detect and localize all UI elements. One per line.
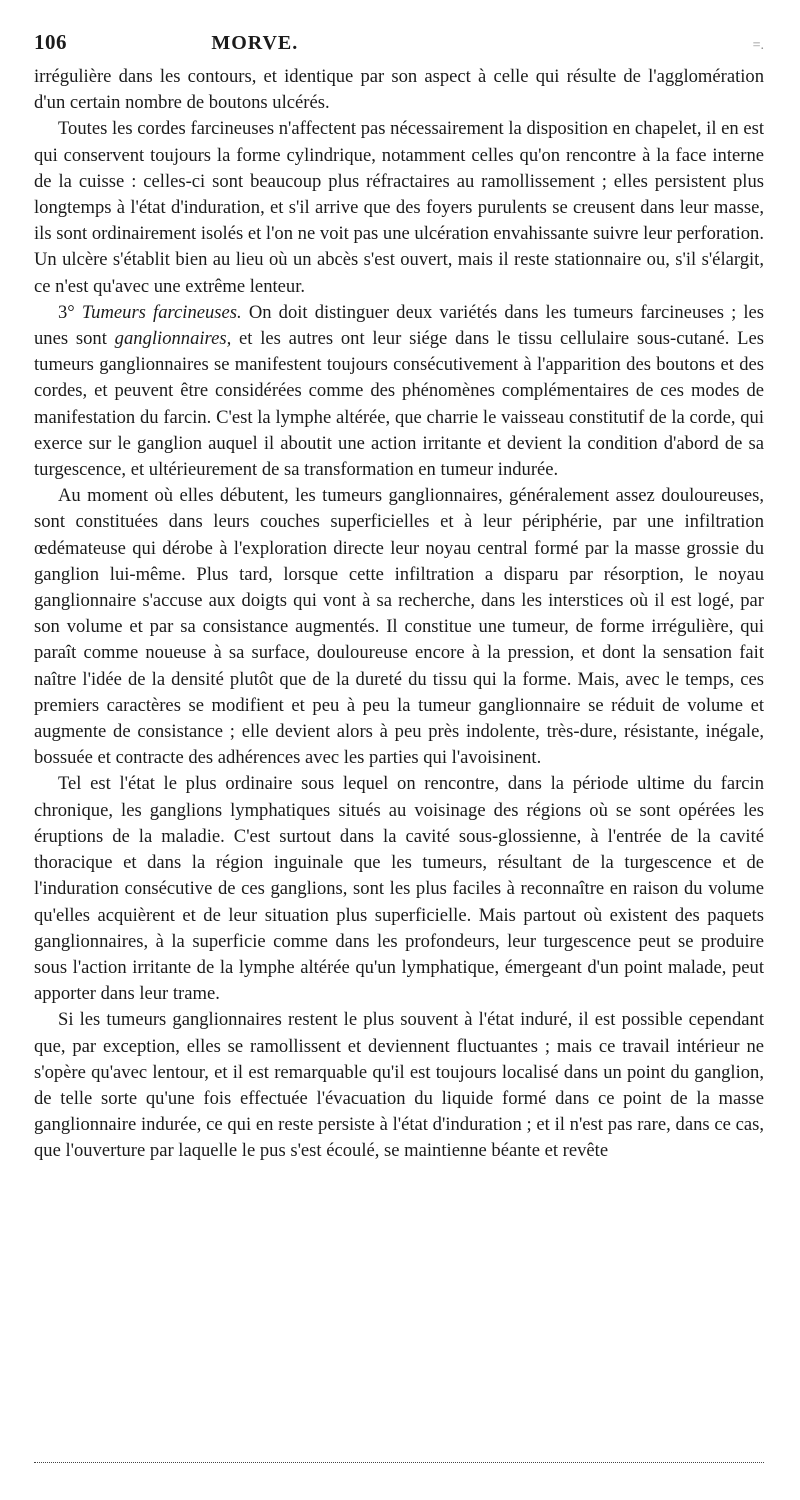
section-text-b: et les autres ont leur siége dans le tissu cellulaire sous-cutané. Les tumeurs ganglionnaires se manifestent toujours consécutivement à l'apparition des boutons et des cordes, et peuvent être considérées comme des phénomènes complémentaires de ces modes de manifestation du farcin. C'est la lymphe altérée, que charrie le vaisseau constitutif de la corde, qui exerce sur le ganglion auquel il aboutit une action irritante et devient la condition d'abord de sa turgescence, et ultérieurement de sa transformation en tumeur indurée. (34, 328, 765, 481)
page-header (34, 30, 764, 58)
section-emphasis: ganglionnaires, (114, 328, 232, 350)
section-number: 3° (58, 301, 75, 323)
running-title: MORVE. (211, 32, 299, 54)
page-number: 106 (34, 30, 67, 54)
document-page (34, 30, 764, 1165)
paragraph-debut: Au moment où elles débutent, les tumeurs ganglionnaires, généralement assez douloureuses, sont constituées dans leurs couches superficielles et à leur périphérie, par une infiltration œdémateuse qui dérobe à l'exploration directe leur noyau central formé par la masse grossie du ganglion lui-même. Plus tard, lorsque cette infiltration a disparu par résorption, le noyau ganglionnaire s'accuse aux doigts qui vont à sa recherche, dans les interstices où il est logé, par son volume et par sa consistance augmentés. Il constitue une tumeur, de forme irrégulière, qui paraît comme noueuse à sa surface, douloureuse encore à la pression, et dont la sensation fait naître l'idée de la densité plutôt que de la dureté du tissu qui la forme. Mais, avec le temps, ces premiers caractères se modifient et peu à peu la tumeur ganglionnaire se réduit de volume et augmente de consistance ; elle devient alors à peu près indolente, très-dure, résistante, inégale, bossuée et contracte des adhérences avec les parties qui l'avoisinent. (34, 485, 764, 769)
paragraph-continuation: irrégulière dans les contours, et identique par son aspect à celle qui résulte de l'agglomération d'un certain nombre de boutons ulcérés. (34, 66, 764, 114)
section-text-a: On doit distinguer deux variétés dans les tumeurs farcineuses ; les unes sont (34, 301, 765, 350)
paragraph-tumeurs (34, 300, 764, 483)
paragraph-cordes: Toutes les cordes farcineuses n'affectent pas nécessairement la disposition en chapelet, il en est qui conservent toujours la forme cylindrique, notamment celles qu'on rencontre à la face interne de la cuisse : celles-ci sont beaucoup plus réfractaires au ramollissement ; elles persistent plus longtemps à l'état d'induration, et s'il arrive que des foyers purulents se creusent dans leur masse, ils sont ordinairement isolés et l'on ne voit pas une ulcération envahissante suivre leur perforation. Un ulcère s'établit bien au lieu où un abcès s'est ouvert, mais il reste stationnaire ou, s'il s'élargit, ce n'est qu'avec une extrême lenteur. (34, 118, 764, 297)
section-title: Tumeurs farcineuses. (81, 301, 242, 323)
header-mark: =. (752, 38, 764, 53)
body-text (34, 64, 764, 1165)
footer-rule (34, 1462, 764, 1463)
paragraph-ramollissement: Si les tumeurs ganglionnaires restent le plus souvent à l'état induré, il est possible cependant que, par exception, elles se ramollissent et deviennent fluctuantes ; mais ce travail intérieur ne s'opère qu'avec lentour, et il est remarquable qu'il est toujours localisé dans un point du ganglion, de telle sorte qu'une fois effectuée l'évacuation du liquide formé dans ce point de la masse ganglionnaire indurée, ce qui en reste persiste à l'état d'induration ; et il n'est pas rare, dans ce cas, que l'ouverture par laquelle le pus s'est écoulé, se maintienne béante et revête (34, 1009, 764, 1162)
paragraph-etat: Tel est l'état le plus ordinaire sous lequel on rencontre, dans la période ultime du farcin chronique, les ganglions lymphatiques situés au voisinage des régions où se sont opérées les éruptions de la maladie. C'est surtout dans la cavité sous-glossienne, à l'entrée de la cavité thoracique et dans la région inguinale que les tumeurs, résultant de la turgescence et de l'induration consécutive de ces ganglions, sont les plus faciles à reconnaître en raison du volume qu'elles acquièrent et de leur situation plus superficielle. Mais partout où existent des paquets ganglionnaires, à la superficie comme dans les profondeurs, leur turgescence peut se produire sous l'action irritante de la lymphe altérée qu'un lymphatique, émergeant d'un point malade, peut apporter dans leur trame. (34, 773, 764, 1005)
